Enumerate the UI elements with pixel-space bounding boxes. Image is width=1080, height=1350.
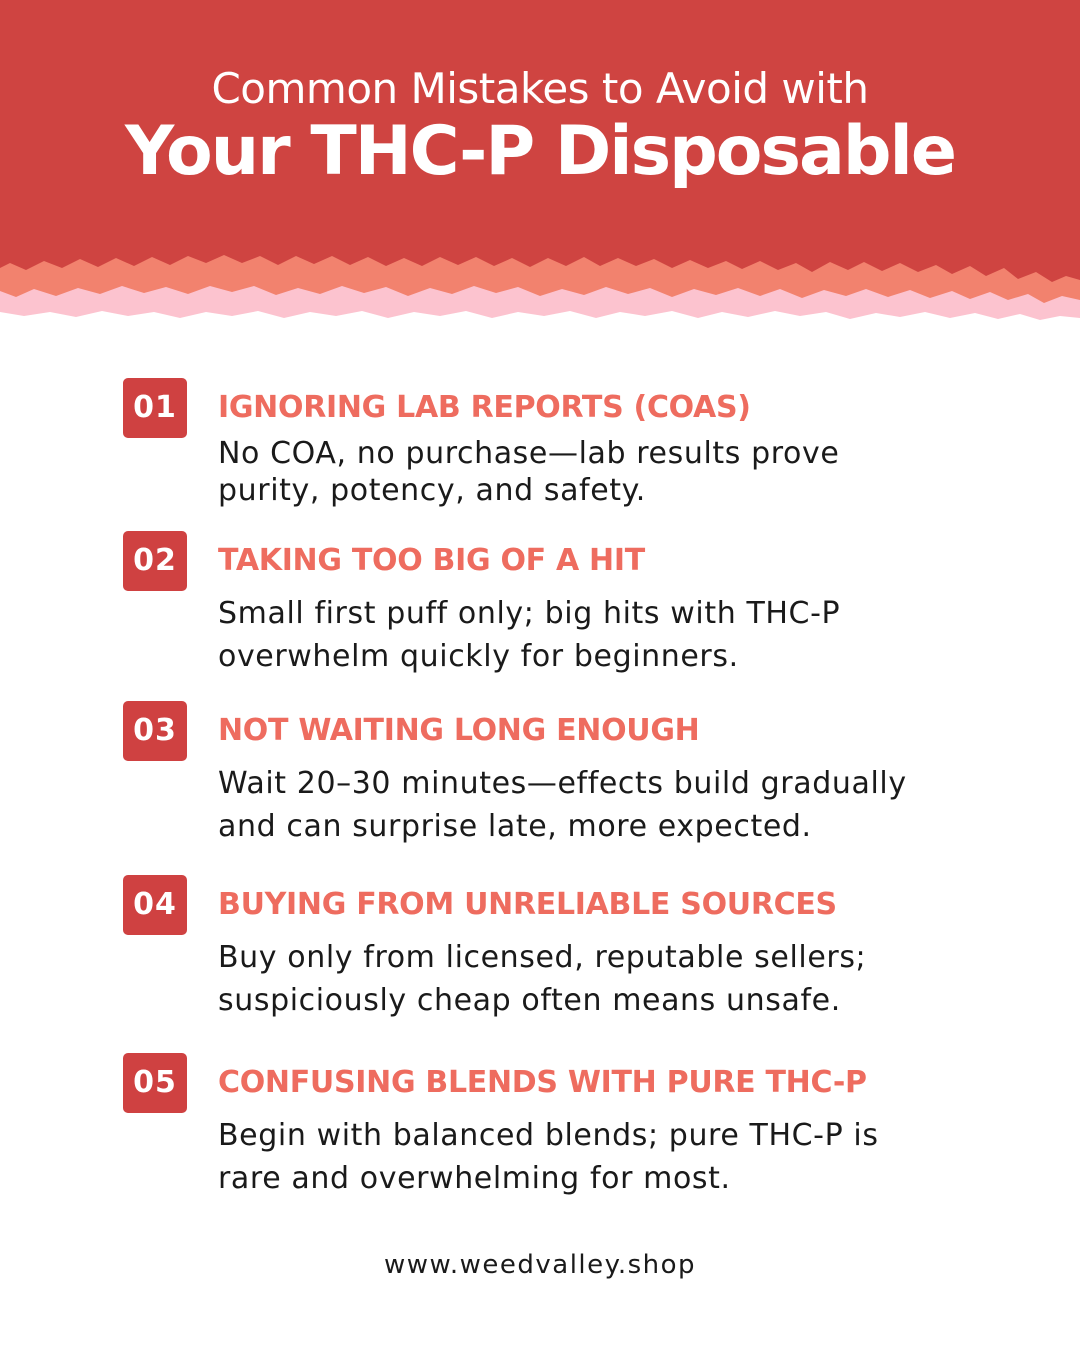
- header-title-line2: Your THC-P Disposable: [125, 112, 955, 191]
- item-description: [218, 762, 1018, 848]
- item-description-line2: suspiciously cheap often means unsafe.: [218, 983, 841, 1018]
- item-description: [218, 936, 1018, 1022]
- item-description: [218, 592, 1018, 678]
- item-title: CONFUSING BLENDS WITH PURE THC-P: [218, 1065, 867, 1100]
- header-title-line1: Common Mistakes to Avoid with: [211, 64, 869, 113]
- header-banner: [0, 0, 1080, 330]
- item-title: NOT WAITING LONG ENOUGH: [218, 713, 700, 748]
- item-description-line1: No COA, no purchase—lab results prove: [218, 436, 840, 471]
- item-number-badge: 04: [123, 875, 187, 935]
- item-number-badge: 03: [123, 701, 187, 761]
- item-number-badge: 01: [123, 378, 187, 438]
- item-description-line1: Wait 20–30 minutes—effects build gradually: [218, 766, 907, 801]
- item-description: [218, 432, 1018, 512]
- item-title: BUYING FROM UNRELIABLE SOURCES: [218, 887, 837, 922]
- item-description-line2: overwhelm quickly for beginners.: [218, 639, 739, 674]
- item-description-line2: rare and overwhelming for most.: [218, 1161, 731, 1196]
- item-description-line1: Buy only from licensed, reputable sellers;: [218, 940, 867, 975]
- item-title: TAKING TOO BIG OF A HIT: [218, 543, 645, 578]
- item-description-line2: and can surprise late, more expected.: [218, 809, 812, 844]
- item-description-line2: purity, potency, and safety.: [218, 473, 646, 508]
- item-title: IGNORING LAB REPORTS (COAS): [218, 390, 751, 425]
- item-description-line1: Begin with balanced blends; pure THC-P is: [218, 1118, 879, 1153]
- footer-website-url: www.weedvalley.shop: [383, 1250, 697, 1280]
- item-description-line1: Small first puff only; big hits with THC-P: [218, 596, 841, 631]
- item-description: [218, 1114, 1018, 1200]
- item-number-badge: 05: [123, 1053, 187, 1113]
- item-number-badge: 02: [123, 531, 187, 591]
